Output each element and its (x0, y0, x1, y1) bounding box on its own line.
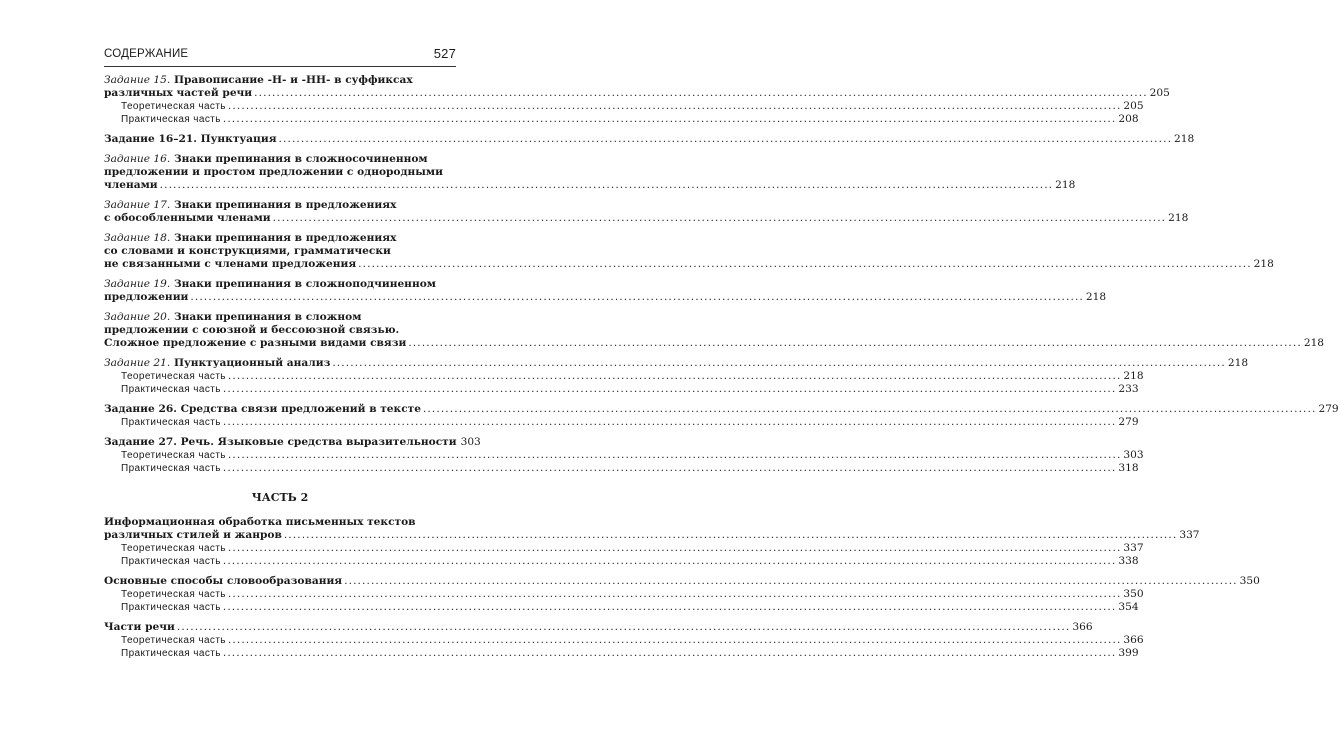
entry-task-number: Задание 20. (104, 311, 171, 323)
entry-page: 218 (1055, 179, 1076, 191)
entry-title-text (104, 337, 406, 350)
entry-title-text: различных стилей и жанров (104, 529, 282, 541)
entry-title-text: предложении с союзной и бессоюзной связью. (104, 324, 400, 336)
entry-title-text (104, 621, 175, 634)
entry-title-text: различных частей речи (104, 87, 253, 99)
subentry[interactable] (104, 647, 1139, 660)
entry-title-text (104, 529, 282, 542)
subentry-label: Теоретическая часть (121, 371, 226, 382)
entry-title-text: со словами и конструкциями, грамматически (104, 245, 391, 257)
subentry-label: Теоретическая часть (121, 589, 226, 600)
subentry-label: Практическая часть (121, 556, 221, 567)
dot-leader: ........................................................................................................................................................................................................ (283, 529, 1178, 541)
entry-page: 218 (1253, 258, 1274, 270)
entry-last-line (104, 179, 1076, 192)
dot-leader: ........................................................................................................................................................................................................ (408, 337, 1302, 349)
dot-leader: ........................................................................................................................................................................................................ (272, 212, 1167, 224)
dot-leader: ........................................................................................................................................................................................................ (222, 416, 1117, 428)
subentry[interactable] (104, 462, 1139, 475)
subentry-page: 279 (1118, 416, 1139, 428)
subentry[interactable] (104, 542, 1144, 555)
entry-page: 337 (1179, 529, 1200, 541)
entry-page: 205 (1149, 87, 1170, 99)
toc-entry[interactable] (104, 575, 1260, 614)
subentry[interactable] (104, 555, 1139, 568)
entry-last-line (104, 87, 1170, 100)
entry-title-text: Задание 27. Речь. Языковые средства выразительности (104, 436, 457, 448)
subentry-page: 208 (1118, 113, 1139, 125)
subentry-page: 318 (1118, 462, 1139, 474)
entry-task-number: Задание 17. (104, 199, 171, 211)
entry-last-line (104, 212, 1189, 225)
entry-last-line (104, 621, 1093, 634)
dot-leader: ........................................................................................................................................................................................................ (222, 462, 1117, 474)
subentry-label: Практическая часть (121, 384, 221, 395)
entry-last-line (104, 357, 1249, 370)
header-rule (104, 66, 456, 67)
dot-leader: ........................................................................................................................................................................................................ (222, 383, 1117, 395)
entry-title-text (104, 357, 330, 370)
entry-title-line (104, 74, 456, 87)
entry-last-line (104, 575, 1260, 588)
entry-task-number: Задание 18. (104, 232, 171, 244)
dot-leader: ........................................................................................................................................................................................................ (176, 621, 1071, 633)
entry-task-number: Задание 15. (104, 74, 171, 86)
entry-title-text: Сложное предложение с разными видами связи (104, 337, 407, 349)
entry-title-text (104, 212, 271, 225)
entry-title-text: Правописание -Н- и -НН- в суффиксах (173, 74, 413, 86)
entry-title-line (104, 166, 456, 179)
entry-title-text: Части речи (104, 621, 175, 633)
entry-title-line (104, 153, 456, 166)
dot-leader: ........................................................................................................................................................................................................ (344, 575, 1238, 587)
toc-entry[interactable] (104, 232, 1274, 271)
dot-leader: ........................................................................................................................................................................................................ (222, 113, 1117, 125)
entry-last-line (104, 403, 1339, 416)
entry-page: 218 (1174, 133, 1195, 145)
entry-title-line (104, 232, 456, 245)
entry-title-text: Пунктуационный анализ (173, 357, 331, 369)
dot-leader: ........................................................................................................................................................................................................ (159, 179, 1054, 191)
subentry-page: 218 (1123, 370, 1144, 382)
entry-title-line (104, 311, 456, 324)
entry-title-text (104, 87, 252, 100)
entry-title-text: Знаки препинания в предложениях (173, 199, 397, 211)
dot-leader: ........................................................................................................................................................................................................ (278, 133, 1173, 145)
subentry[interactable] (104, 113, 1139, 126)
dot-leader: ........................................................................................................................................................................................................ (227, 588, 1122, 600)
dot-leader: ........................................................................................................................................................................................................ (222, 647, 1117, 659)
page-header (104, 48, 456, 64)
entry-title-text: Информационная обработка письменных текстов (104, 516, 416, 528)
subentry-label: Практическая часть (121, 417, 221, 428)
entry-page: 279 (1318, 403, 1339, 415)
entry-title-text (104, 575, 342, 588)
entry-title-line (104, 324, 456, 337)
part-heading: ЧАСТЬ 2 (251, 491, 309, 504)
subentry[interactable] (104, 370, 1144, 383)
toc-entry[interactable] (104, 311, 1325, 350)
dot-leader: ........................................................................................................................................................................................................ (332, 357, 1226, 369)
toc-entry[interactable] (104, 357, 1249, 396)
entry-title-text: предложении (104, 291, 189, 303)
entry-title-text (104, 179, 158, 192)
subentry[interactable] (104, 100, 1144, 113)
toc-part-1 (104, 74, 1339, 475)
dot-leader: ........................................................................................................................................................................................................ (190, 291, 1084, 303)
entry-task-number: Задание 21. (104, 357, 171, 369)
entry-page: 218 (1085, 291, 1107, 303)
entry-title-line (104, 199, 456, 212)
entry-title-text (104, 291, 188, 304)
subentry-page: 399 (1118, 647, 1139, 659)
toc-entry[interactable] (104, 133, 1195, 146)
subentry[interactable] (104, 416, 1139, 429)
entry-title-text: Основные способы словообразования (104, 575, 343, 587)
subentry[interactable] (104, 634, 1144, 647)
subentry-page: 337 (1123, 542, 1144, 554)
toc-entry[interactable] (104, 153, 1076, 192)
subentry-label: Практическая часть (121, 648, 221, 659)
subentry-label: Практическая часть (121, 463, 221, 474)
subentry-page: 205 (1123, 100, 1144, 112)
entry-last-line (104, 133, 1195, 146)
entry-title-line (104, 278, 456, 291)
dot-leader: ........................................................................................................................................................................................................ (222, 601, 1117, 613)
subentry-label: Теоретическая часть (121, 450, 226, 461)
subentry[interactable] (104, 449, 1144, 462)
subentry[interactable] (104, 601, 1139, 614)
subentry-label: Практическая часть (121, 602, 221, 613)
entry-title-text: с обособленными членами (104, 212, 271, 224)
dot-leader: ........................................................................................................................................................................................................ (422, 403, 1317, 415)
entry-task-number: Задание 19. (104, 278, 171, 290)
dot-leader: ........................................................................................................................................................................................................ (227, 634, 1122, 646)
toc-entry[interactable] (104, 516, 1200, 568)
toc-entry[interactable] (104, 278, 1107, 304)
page-number: 527 (433, 46, 456, 61)
dot-leader: ........................................................................................................................................................................................................ (222, 555, 1117, 567)
entry-title-text: Знаки препинания в предложениях (173, 232, 397, 244)
entry-page: 218 (1227, 357, 1249, 369)
entry-title-text (104, 133, 277, 146)
toc-entry[interactable] (104, 199, 1189, 225)
toc-part-2 (104, 516, 1260, 660)
subentry-label: Теоретическая часть (121, 101, 226, 112)
toc-entry[interactable] (104, 436, 1144, 475)
entry-page: 303 (460, 436, 481, 448)
entry-title-text (104, 403, 421, 416)
dot-leader: ........................................................................................................................................................................................................ (227, 449, 1122, 461)
entry-title-text: не связанными с членами предложения (104, 258, 357, 270)
table-of-contents (104, 74, 1339, 667)
entry-title-text: предложении и простом предложении с однородными (104, 166, 443, 178)
dot-leader: ........................................................................................................................................................................................................ (227, 100, 1122, 112)
subentry-label: Практическая часть (121, 114, 221, 125)
entry-last-line (104, 258, 1274, 271)
dot-leader: ........................................................................................................................................................................................................ (254, 87, 1148, 99)
entry-title-text (104, 436, 457, 449)
entry-title-line (104, 245, 456, 258)
entry-last-line (104, 436, 481, 449)
subentry-label: Теоретическая часть (121, 635, 226, 646)
dot-leader: ........................................................................................................................................................................................................ (227, 542, 1122, 554)
entry-title-text (104, 258, 356, 271)
entry-title-text: Знаки препинания в сложносочиненном (173, 153, 428, 165)
entry-page: 366 (1072, 621, 1093, 633)
subentry-page: 350 (1123, 588, 1144, 600)
entry-title-line (104, 516, 456, 529)
entry-page: 350 (1239, 575, 1260, 587)
subentry-page: 303 (1123, 449, 1144, 461)
entry-last-line (104, 291, 1107, 304)
entry-page: 218 (1303, 337, 1325, 349)
entry-title-text: Знаки препинания в сложноподчиненном (173, 278, 436, 290)
dot-leader: ........................................................................................................................................................................................................ (227, 370, 1122, 382)
toc-entry[interactable] (104, 621, 1144, 660)
entry-title-text: членами (104, 179, 158, 191)
toc-entry[interactable] (104, 74, 1170, 126)
subentry-label: Теоретическая часть (121, 543, 226, 554)
subentry-page: 338 (1118, 555, 1139, 567)
entry-last-line (104, 529, 1200, 542)
subentry-page: 366 (1123, 634, 1144, 646)
entry-task-number: Задание 16. (104, 153, 171, 165)
entry-page: 218 (1168, 212, 1189, 224)
entry-title-text: Знаки препинания в сложном (173, 311, 362, 323)
subentry[interactable] (104, 383, 1139, 396)
entry-title-text: Задание 26. Средства связи предложений в тексте (104, 403, 421, 415)
dot-leader: ........................................................................................................................................................................................................ (358, 258, 1252, 270)
entry-last-line (104, 337, 1325, 350)
subentry-page: 233 (1118, 383, 1139, 395)
toc-entry[interactable] (104, 403, 1339, 429)
subentry[interactable] (104, 588, 1144, 601)
entry-title-text: Задание 16–21. Пунктуация (104, 133, 277, 145)
subentry-page: 354 (1118, 601, 1139, 613)
running-head: СОДЕРЖАНИЕ (104, 48, 189, 60)
